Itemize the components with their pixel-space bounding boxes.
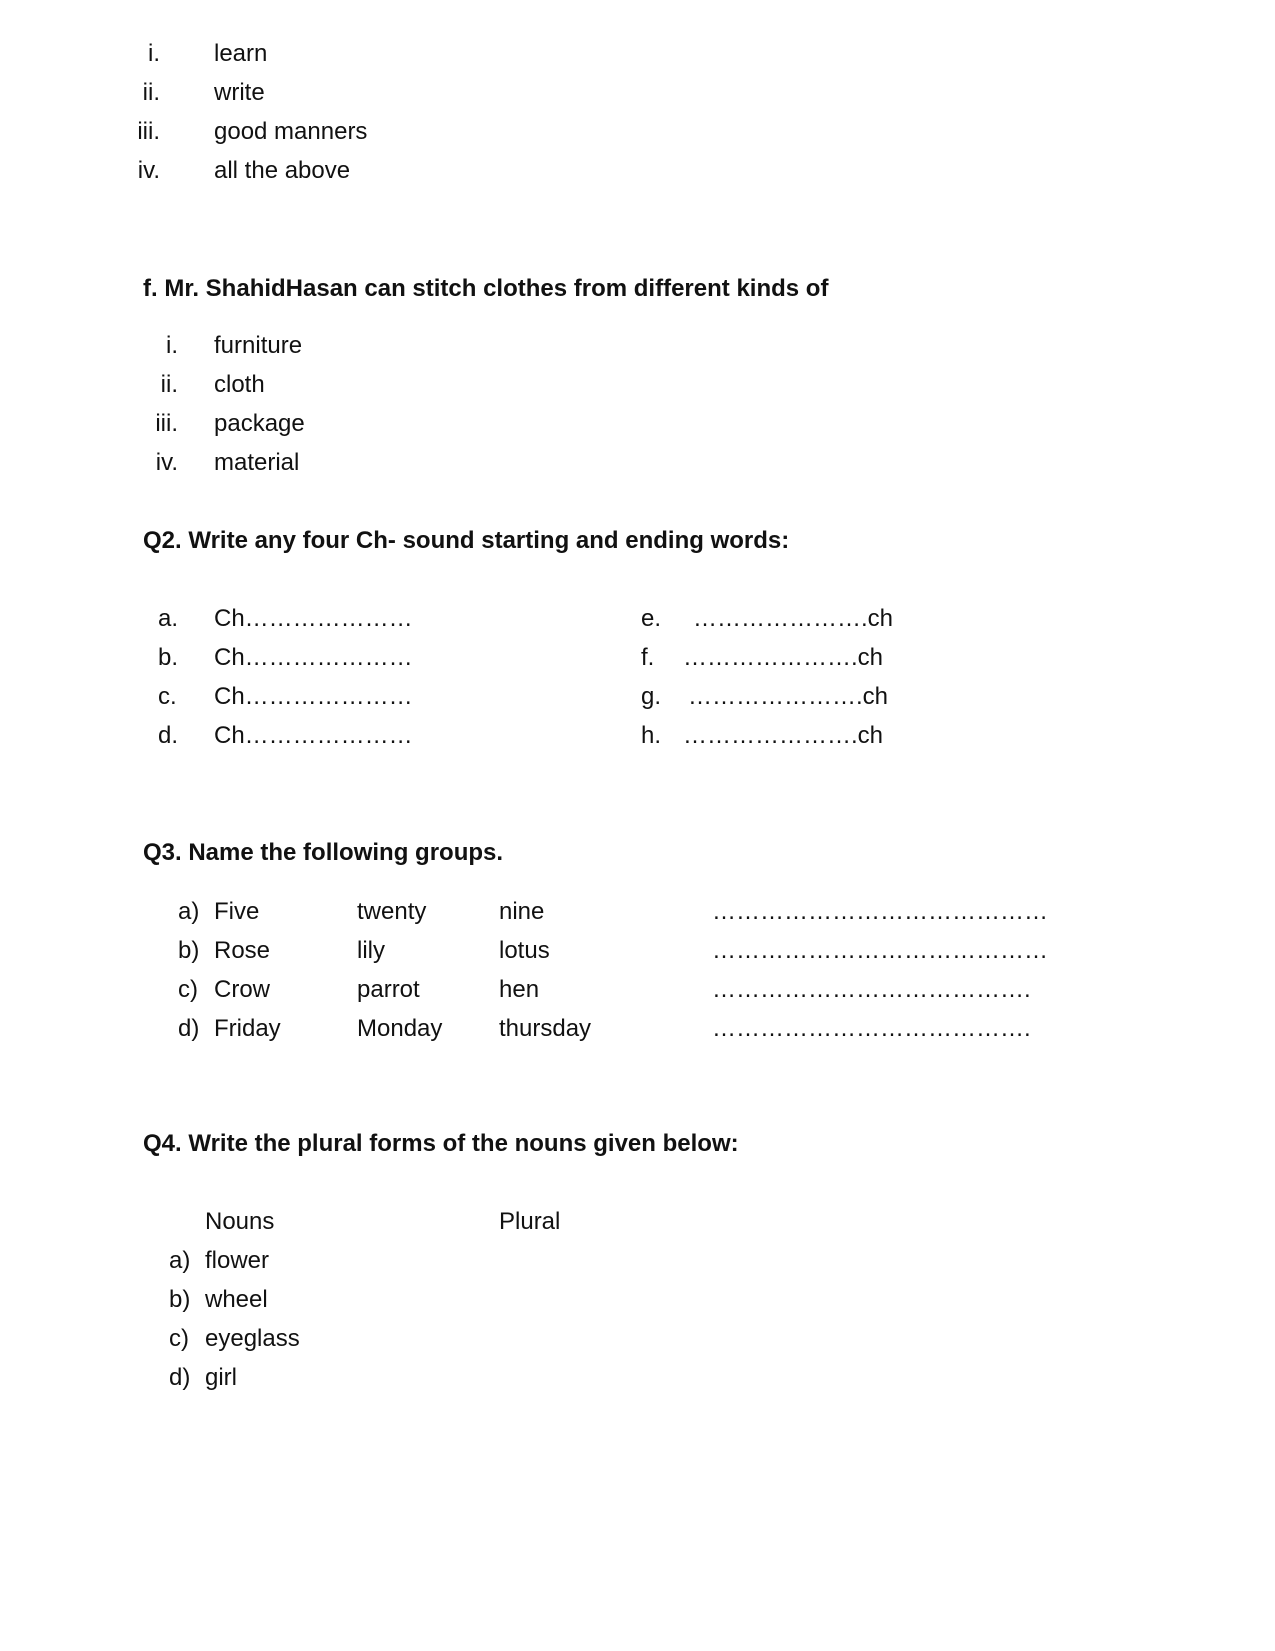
option-text: furniture xyxy=(214,332,303,359)
fill-in-blank: ………………….ch xyxy=(688,683,889,710)
option-number: iv. xyxy=(155,449,178,476)
group-word: Five xyxy=(214,898,260,925)
option-text: good manners xyxy=(214,118,368,145)
fill-in-blank: Ch………………… xyxy=(214,605,413,632)
item-label: f. xyxy=(641,644,655,671)
group-word: parrot xyxy=(357,976,420,1003)
answer-blank: …………………………………. xyxy=(712,976,1031,1003)
noun: wheel xyxy=(205,1286,268,1313)
answer-blank: …………………………………. xyxy=(712,1015,1031,1042)
row-label: a) xyxy=(169,1247,191,1274)
noun: eyeglass xyxy=(205,1325,300,1352)
group-word: twenty xyxy=(357,898,427,925)
fill-in-blank: Ch………………… xyxy=(214,683,413,710)
column-header-nouns: Nouns xyxy=(205,1208,275,1235)
fill-in-blank: ………………….ch xyxy=(683,644,884,671)
noun: flower xyxy=(205,1247,270,1274)
q4-heading: Q4. Write the plural forms of the nouns given below: xyxy=(143,1130,739,1157)
option-text: cloth xyxy=(214,371,265,398)
row-label: d) xyxy=(178,1015,200,1042)
option-number: i. xyxy=(166,332,178,359)
fill-in-blank: Ch………………… xyxy=(214,644,413,671)
group-word: nine xyxy=(499,898,545,925)
q3-heading: Q3. Name the following groups. xyxy=(143,839,504,866)
fill-in-blank: ………………….ch xyxy=(683,722,884,749)
group-word: Crow xyxy=(214,976,271,1003)
fill-in-blank: ………………….ch xyxy=(693,605,894,632)
option-number: i. xyxy=(148,40,160,67)
column-header-plural: Plural xyxy=(499,1208,561,1235)
option-number: ii. xyxy=(160,371,178,398)
group-word: Friday xyxy=(214,1015,281,1042)
option-number: iii. xyxy=(155,410,178,437)
item-label: g. xyxy=(641,683,662,710)
row-label: c) xyxy=(169,1325,189,1352)
row-label: b) xyxy=(169,1286,191,1313)
option-text: all the above xyxy=(214,157,351,184)
row-label: b) xyxy=(178,937,200,964)
group-word: Monday xyxy=(357,1015,443,1042)
question-f-heading: f. Mr. ShahidHasan can stitch clothes from different kinds of xyxy=(143,275,829,302)
q2-heading: Q2. Write any four Ch- sound starting and ending words: xyxy=(143,527,790,554)
fill-in-blank: Ch………………… xyxy=(214,722,413,749)
group-word: lily xyxy=(357,937,385,964)
item-label: e. xyxy=(641,605,662,632)
noun: girl xyxy=(205,1364,238,1391)
option-number: iii. xyxy=(137,118,160,145)
option-text: material xyxy=(214,449,300,476)
item-label: a. xyxy=(158,605,179,632)
group-word: thursday xyxy=(499,1015,592,1042)
answer-blank: …………………………………… xyxy=(712,898,1048,925)
item-label: h. xyxy=(641,722,662,749)
option-text: write xyxy=(214,79,265,106)
group-word: lotus xyxy=(499,937,550,964)
option-text: learn xyxy=(214,40,268,67)
row-label: a) xyxy=(178,898,200,925)
group-word: hen xyxy=(499,976,540,1003)
item-label: c. xyxy=(158,683,177,710)
option-number: ii. xyxy=(142,79,160,106)
option-number: iv. xyxy=(137,157,160,184)
row-label: c) xyxy=(178,976,198,1003)
answer-blank: …………………………………… xyxy=(712,937,1048,964)
item-label: d. xyxy=(158,722,179,749)
option-text: package xyxy=(214,410,305,437)
item-label: b. xyxy=(158,644,179,671)
row-label: d) xyxy=(169,1364,191,1391)
group-word: Rose xyxy=(214,937,271,964)
